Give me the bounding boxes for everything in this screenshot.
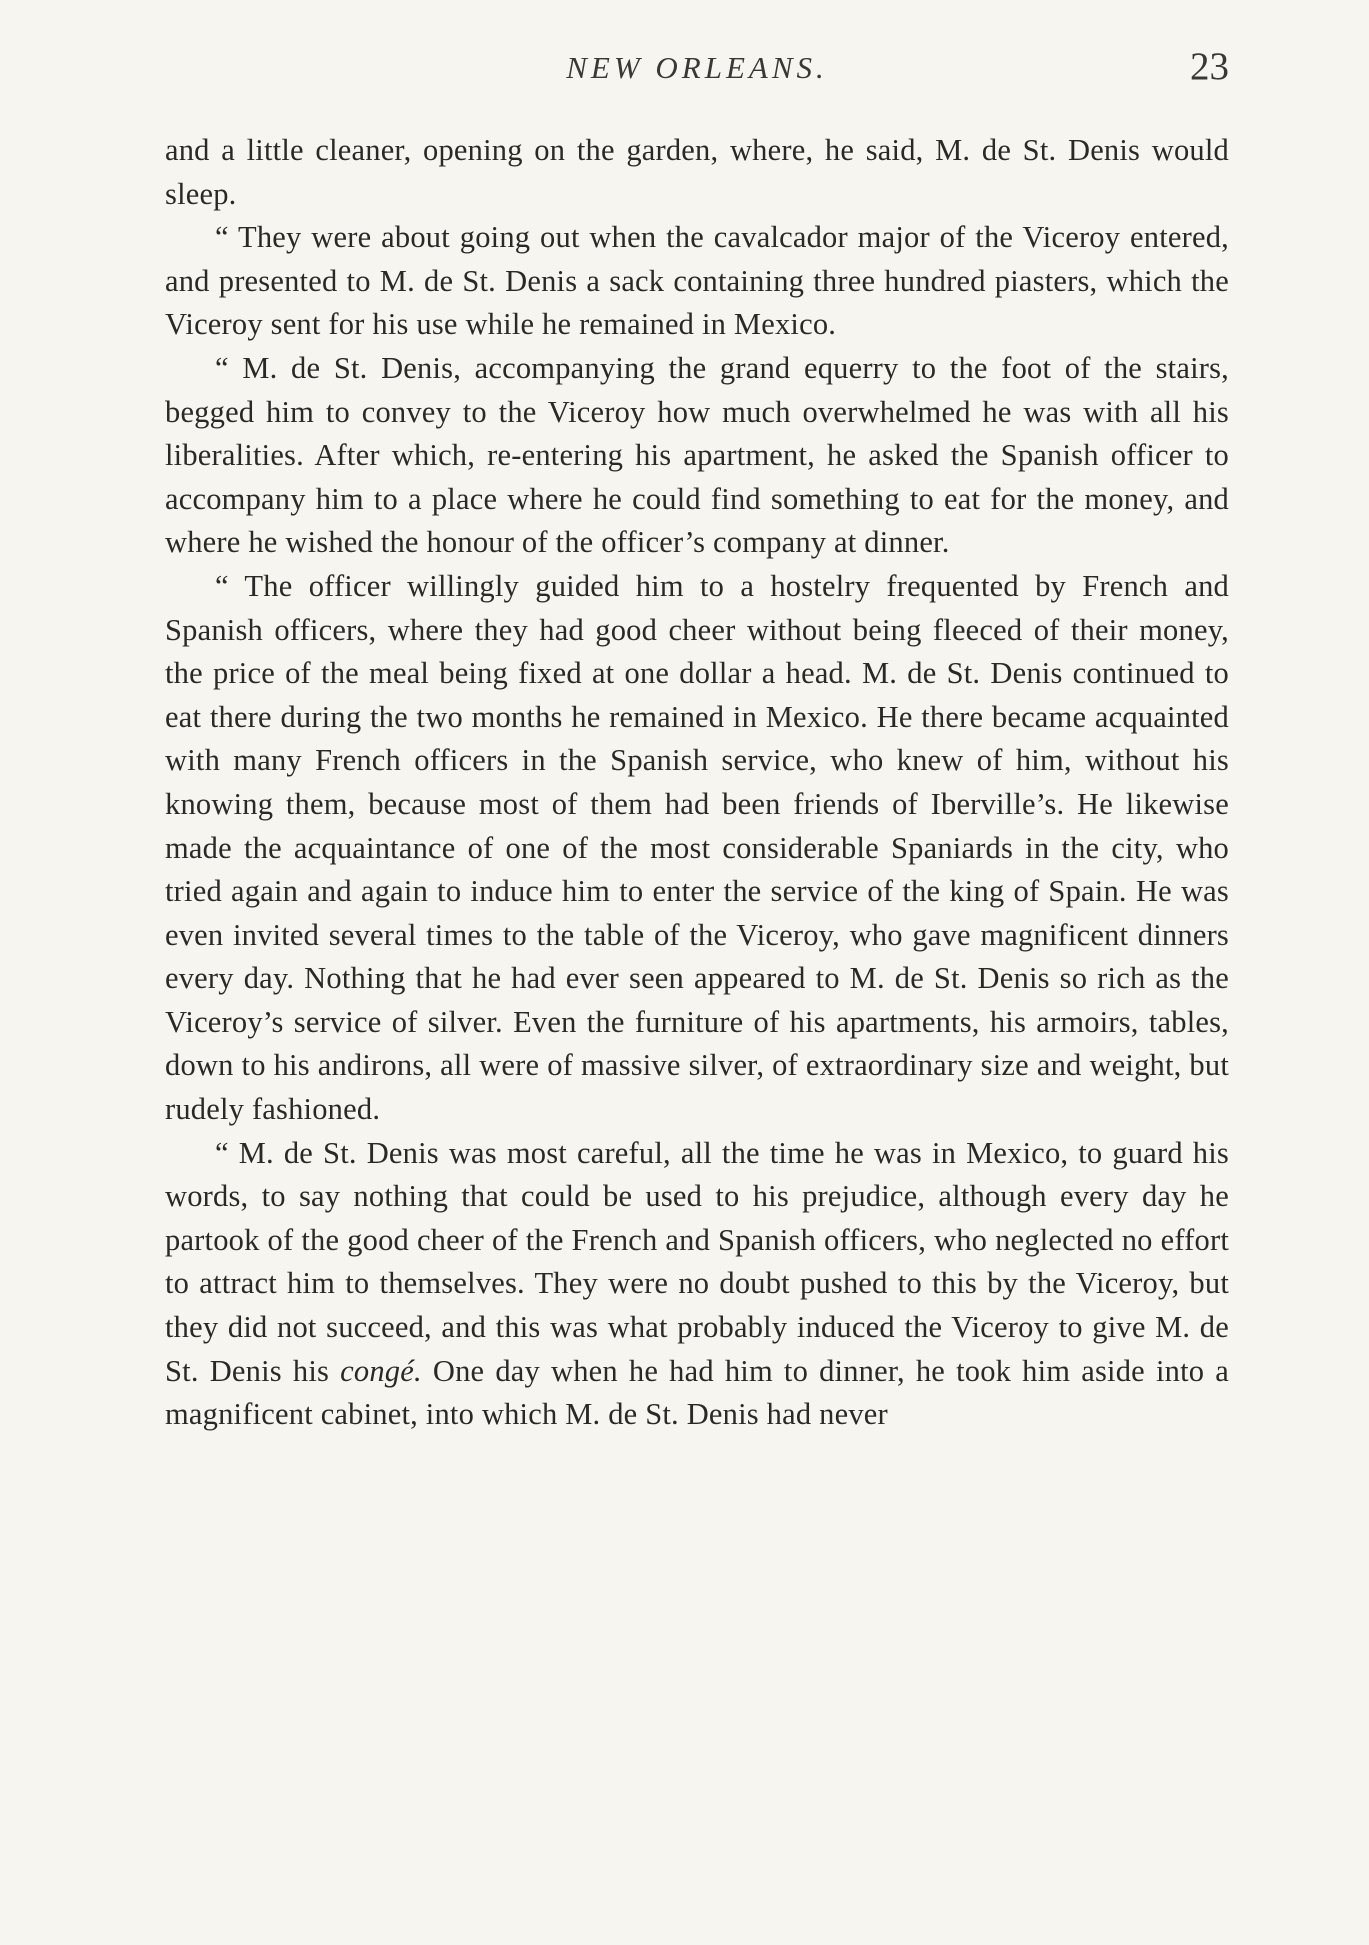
paragraph-5-text-after: One day when he had him to dinner, he took him aside into a magnificent cabinet, into which M. de St. Denis had never [165,1353,1229,1432]
paragraph-5 [165,1132,1229,1437]
paragraph-1: and a little cleaner, opening on the garden, where, he said, M. de St. Denis would sleep. [165,133,1229,211]
paragraph-5-text-before: “ M. de St. Denis was most careful, all the time he was in Mexico, to guard his words, to say nothing that could be used to his prejudice, although every day he partook of the good cheer of the French and Spanish officers, who neglected no effort to attract him to themselves. They were no doubt pushed to this by the Viceroy, but they did not succeed, and this was what probably induced the Viceroy to give M. de St. Denis his [165,1135,1229,1388]
running-title: NEW ORLEANS. [566,50,828,85]
paragraph-5-italic-word: congé. [340,1353,422,1388]
paragraph-3: “ M. de St. Denis, accompanying the grand equerry to the foot of the stairs, begged him to convey to the Viceroy how much overwhelmed he was with all his liberalities. After which, re-entering his apartment, he asked the Spanish officer to accompany him to a place where he could find something to eat for the money, and where he wished the honour of the officer’s company at dinner. [165,350,1229,560]
page-number: 23 [1190,45,1229,88]
text-body [165,129,1229,1437]
running-head [165,44,1229,94]
paragraph-2: “ They were about going out when the cavalcador major of the Viceroy entered, and presented to M. de St. Denis a sack containing three hundred piasters, which the Viceroy sent for his use while he remained in Mexico. [165,220,1229,342]
paragraph-4: “ The officer willingly guided him to a hostelry frequented by French and Spanish officers, where they had good cheer without being fleeced of their money, the price of the meal being fixed at one dollar a head. M. de St. Denis continued to eat there during the two months he remained in Mexico. He there became acquainted with many French officers in the Spanish service, who knew of him, without his knowing them, because most of them had been friends of Iberville’s. He likewise made the acquaintance of one of the most considerable Spaniards in the city, who tried again and again to induce him to enter the service of the king of Spain. He was even invited several times to the table of the Viceroy, who gave magnificent dinners every day. Nothing that he had ever seen appeared to M. de St. Denis so rich as the Viceroy’s service of silver. Even the furniture of his apartments, his armoirs, tables, down to his andirons, all were of massive silver, of extraordinary size and weight, but rudely fashioned. [165,568,1229,1127]
